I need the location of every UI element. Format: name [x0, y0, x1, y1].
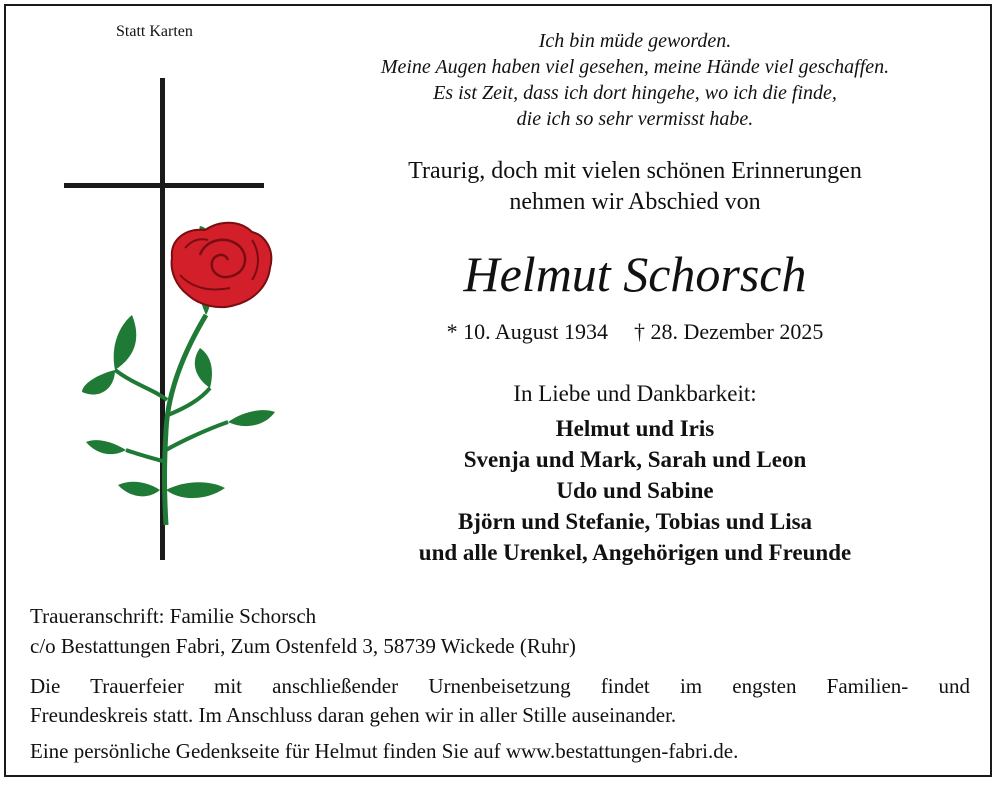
poem-line: Ich bin müde geworden. [538, 30, 732, 52]
mourner-line: Udo und Sabine [556, 478, 714, 503]
mourner-line: Svenja und Mark, Sarah und Leon [463, 447, 807, 472]
mourner-line: Björn und Stefanie, Tobias und Lisa [457, 509, 813, 534]
intro-line: Traurig, doch mit vielen schönen Erinnerungen [408, 158, 862, 184]
poem [330, 28, 940, 132]
mourning-address [30, 601, 576, 661]
address-line: Traueranschrift: Familie Schorsch [30, 604, 317, 628]
statt-karten-label: Statt Karten [116, 23, 193, 40]
notice-line: Freundeskreis statt. Im Anschluss daran gehen wir in aller Stille auseinander. [30, 703, 677, 727]
mourner-line: und alle Urenkel, Angehörigen und Freunde [418, 540, 852, 565]
life-dates [330, 317, 940, 347]
poem-line: Es ist Zeit, dass ich dort hingehe, wo ich die finde, [433, 82, 837, 104]
cross-with-rose-icon [60, 70, 300, 570]
address-line: c/o Bestattungen Fabri, Zum Ostenfeld 3, 58739 Wickede (Ruhr) [30, 634, 576, 658]
mourner-line: Helmut und Iris [555, 416, 715, 441]
intro-text [330, 156, 940, 218]
deceased-name: Helmut Schorsch [463, 246, 807, 302]
funeral-notice [30, 672, 970, 730]
intro-line: nehmen wir Abschied von [509, 189, 761, 215]
birth-date: * 10. August 1934 [446, 319, 608, 344]
memorial-website-text: Eine persönliche Gedenkseite für Helmut finden Sie auf www.bestattungen-fabri.de. [30, 739, 739, 763]
death-date: † 28. Dezember 2025 [633, 319, 824, 344]
poem-line: die ich so sehr vermisst habe. [516, 108, 754, 130]
poem-line: Meine Augen haben viel gesehen, meine Hände viel geschaffen. [380, 56, 890, 78]
mourners-heading: In Liebe und Dankbarkeit: [513, 381, 757, 406]
mourners-list [330, 413, 940, 568]
notice-line: Die Trauerfeier mit anschließender Urnenbeisetzung findet im engsten Familien- und [30, 674, 970, 698]
